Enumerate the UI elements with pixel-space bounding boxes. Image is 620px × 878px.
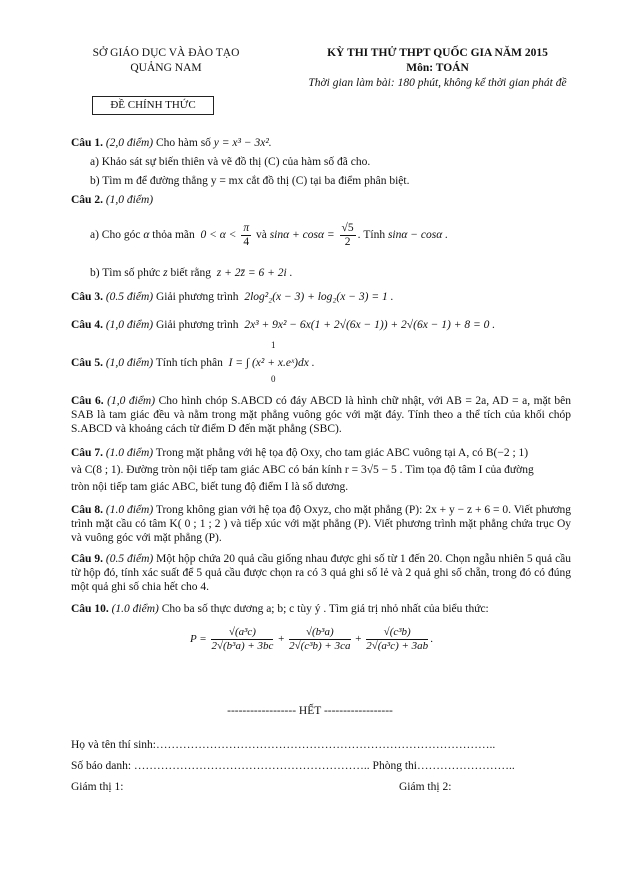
question-8: Câu 8. (1.0 điểm) Trong không gian với hệ tọa độ Oxyz, cho mặt phẳng (P): 2x + y − z + 6 = 0. Viết phương trình mặt cầu có tâm K( 0 ; 1 ; 2 ) và tiếp xúc với mặt phẳng (P). Viết phương trình mặt phẳng chứa trục Oy và vuông góc với mặt phẳng (P). — [71, 504, 572, 544]
candidate-number-line: Số báo danh: …………………………………………………….. Phòng thi…………………….. — [71, 760, 515, 772]
candidate-name-line: Họ và tên thí sinh:…………………………………………………………………………….. — [71, 739, 496, 751]
exam-title: KỲ THI THỬ THPT QUỐC GIA NĂM 2015 — [327, 47, 548, 59]
question-2a: a) Cho góc α thỏa mãn 0 < α < $\frac{\pi}{4}$ và sinα + cosα = $\frac{√5}{2}$ . Tính sinα − cosα . — [90, 222, 449, 248]
header-right — [280, 46, 595, 91]
question-7-line2: và C(8 ; 1). Đường tròn nội tiếp tam giác ABC có bán kính r = 3√5 − 5 . Tìm tọa độ tâm I của đường — [71, 464, 534, 476]
integral-lower: 0 — [271, 374, 276, 384]
proctor-1-label: Giám thị 1: — [71, 781, 124, 793]
proctor-2-label: Giám thị 2: — [399, 781, 452, 793]
question-1b: b) Tìm m để đường thẳng y = mx cắt đồ thị (C) tại ba điểm phân biệt. — [90, 175, 410, 187]
question-4: Câu 4. (1,0 điểm) Giải phương trình 2x³ + 9x² − 6x(1 + 2√(6x − 1)) + 2√(6x − 1) + 8 = 0 . — [71, 319, 496, 331]
question-10-expression: P = $\frac{\text{√(a³c)}}{\text{2√(b³a) + 3bc}}$ + $\frac{\text{√(b³a)}}{\text{2√(c³b) + 3ca}}$ + $\frac{\text{√(c³b)}}{\text{2√(a³c) + 3ab}}$ . — [190, 626, 433, 652]
header-left — [62, 46, 270, 76]
question-9: Câu 9. (0.5 điểm) Một hộp chứa 20 quả cầu giống nhau được ghi số từ 1 đến 20. Chọn ngẫu nhiên 5 quả cầu từ hộp đó, tính xác suất để 5 quả cầu được chọn ra có 3 quả ghi số lẻ và 2 quả ghi số chẵn, trong đó có đúng một quả ghi số chia hết cho 4. — [71, 553, 572, 593]
question-3: Câu 3. (0.5 điểm) Giải phương trình 2log²₂(x − 3) + log₂(x − 3) = 1 . — [71, 291, 394, 303]
question-1: Câu 1. (2,0 điểm) Cho hàm số y = x³ − 3x². — [71, 137, 272, 149]
question-2: Câu 2. (1,0 điểm) — [71, 194, 154, 206]
official-stamp: ĐỀ CHÍNH THỨC — [92, 96, 214, 115]
question-7: Câu 7. (1.0 điểm) Trong mặt phẳng với hệ tọa độ Oxy, cho tam giác ABC vuông tại A, có B(−2 ; 1) — [71, 447, 529, 459]
department-name: SỞ GIÁO DỤC VÀ ĐÀO TẠO — [92, 47, 240, 59]
province-name: QUẢNG NAM — [130, 62, 202, 74]
question-7-line3: tròn nội tiếp tam giác ABC, biết tung độ điểm I là số dương. — [71, 481, 349, 493]
exam-subject: Môn: TOÁN — [406, 62, 469, 74]
integral-upper: 1 — [271, 340, 276, 350]
question-6: Câu 6. (1,0 điểm) Cho hình chóp S.ABCD có đáy ABCD là hình chữ nhật, với AB = 2a, AD = a, mặt bên SAB là tam giác đều và nằm trong mặt phẳng vuông góc với mặt đáy. Tính theo a thể tích của khối chóp S.ABCD và khoảng cách từ điểm D đến mặt phẳng (SBC). — [71, 395, 572, 435]
question-5: Câu 5. (1,0 điểm) Tính tích phân I = ∫ (x² + x.eˣ)dx . — [71, 357, 315, 369]
end-marker: ------------------ HẾT ------------------ — [227, 705, 393, 717]
question-2b: b) Tìm số phức z biết rằng z + 2z̄ = 6 + 2i . — [90, 267, 293, 279]
exam-time: Thời gian làm bài: 180 phút, không kể thời gian phát đề — [308, 77, 567, 89]
question-10: Câu 10. (1.0 điểm) Cho ba số thực dương a; b; c tùy ý . Tìm giá trị nhỏ nhất của biểu thức: — [71, 603, 489, 615]
question-1a: a) Khảo sát sự biến thiên và vẽ đồ thị (C) của hàm số đã cho. — [90, 156, 371, 168]
